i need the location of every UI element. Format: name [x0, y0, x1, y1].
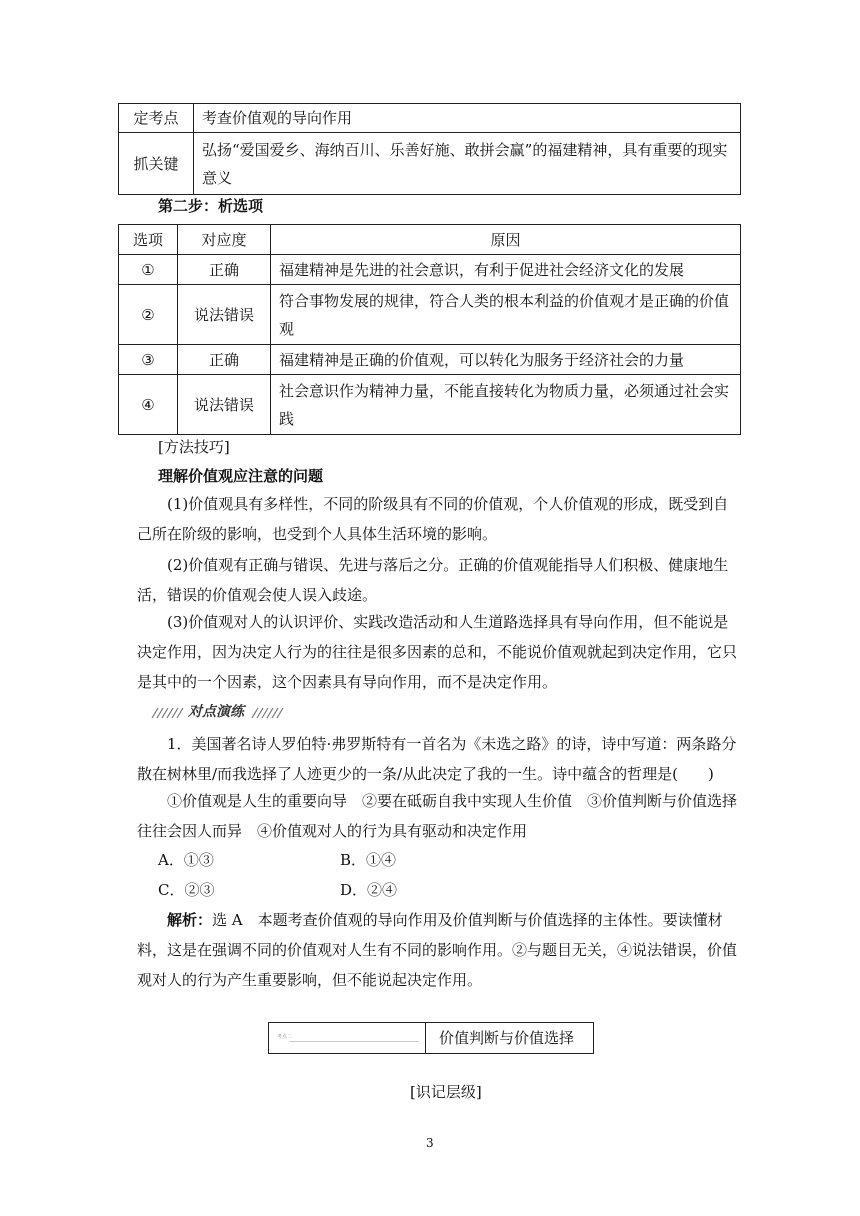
- option-a: A．①③: [158, 851, 214, 869]
- option-cell: ④: [119, 375, 178, 435]
- table-header: 原因: [271, 225, 741, 255]
- reason-cell: 符合事物发展的规律，符合人类的根本利益的价值观才是正确的价值观: [271, 285, 741, 345]
- judge-cell: 正确: [178, 345, 271, 375]
- divider: [289, 1041, 419, 1042]
- table-content: 考查价值观的导向作用: [194, 104, 741, 133]
- table-row: [119, 285, 741, 345]
- method-point: (1)价值观具有多样性，不同的阶级具有不同的价值观，个人价值观的形成，既受到自己所在阶级的影响，也受到个人具体生活环境的影响。: [137, 495, 729, 543]
- method-point: (3)价值观对人的认识评价、实践改造活动和人生道路选择具有导向作用，但不能说是决定作用，因为决定人行为的往往是很多因素的总和，不能说价值观就起到决定作用，它只是其中的一个因素，这个因素具有导向作用，而不是决定作用。: [137, 613, 738, 691]
- question-stem: 1．美国著名诗人罗伯特·弗罗斯特有一首名为《未选之路》的诗，诗中写道：两条路分散在树林里/而我选择了人迹更少的一条/从此决定了我的一生。诗中蕴含的哲理是( ): [137, 735, 737, 783]
- analysis-label: 解析：: [167, 911, 213, 929]
- option-cell: ②: [119, 285, 178, 345]
- practice-banner: [148, 704, 288, 722]
- table-row: [119, 255, 741, 285]
- reason-cell: 福建精神是正确的价值观，可以转化为服务于经济社会的力量: [271, 345, 741, 375]
- option-cell: ③: [119, 345, 178, 375]
- table-header: 对应度: [178, 225, 271, 255]
- table-row: [119, 375, 741, 435]
- page-number: 3: [426, 1136, 434, 1150]
- analysis: [137, 905, 737, 995]
- reason-cell: 社会意识作为精神力量，不能直接转化为物质力量，必须通过社会实践: [271, 375, 741, 435]
- key-point-table: [118, 103, 741, 195]
- judge-cell: 说法错误: [178, 285, 271, 345]
- practice-banner-label: 对点演练: [188, 704, 244, 720]
- level-tag: [识记层级]: [410, 1083, 482, 1101]
- method-tag: [方法技巧]: [158, 438, 230, 456]
- step2-title: 第二步：析选项: [158, 197, 264, 215]
- judge-cell: 说法错误: [178, 375, 271, 435]
- table-label: 定考点: [119, 104, 194, 133]
- table-label: 抓关键: [119, 133, 194, 195]
- judge-cell: 正确: [178, 255, 271, 285]
- section-small-label: 考点二: [277, 1034, 293, 1040]
- option-cell: ①: [119, 255, 178, 285]
- section-title: 价值判断与价值选择: [439, 1029, 575, 1047]
- analysis-text: 选 A 本题考查价值观的导向作用及价值判断与价值选择的主体性。要读懂材料，这是在强调不同的价值观对人生有不同的影响作用。②与题目无关，④说法错误，价值观对人的行为产生重要影响，但不能说起决定作用。: [137, 911, 738, 989]
- table-row: [119, 345, 741, 375]
- options-table: [118, 224, 741, 435]
- section-box-label-area: [269, 1023, 426, 1053]
- reason-cell: 福建精神是先进的社会意识，有利于促进社会经济文化的发展: [271, 255, 741, 285]
- option-b: B．①④: [340, 851, 397, 869]
- method-point: (2)价值观有正确与错误、先进与落后之分。正确的价值观能指导人们积极、健康地生活，错误的价值观会使人误入歧途。: [137, 556, 729, 604]
- option-c: C．②③: [158, 881, 215, 899]
- option-d: D．②④: [340, 881, 398, 899]
- table-header: 选项: [119, 225, 178, 255]
- method-title: 理解价值观应注意的问题: [158, 467, 324, 485]
- section-box: [268, 1022, 594, 1054]
- table-content: 弘扬“爱国爱乡、海纳百川、乐善好施、敢拼会赢”的福建精神，具有重要的现实意义: [194, 133, 741, 195]
- question-statements: ①价值观是人生的重要向导 ②要在砥砺自我中实现人生价值 ③价值判断与价值选择往往会因人而异 ④价值观对人的行为具有驱动和决定作用: [137, 792, 738, 840]
